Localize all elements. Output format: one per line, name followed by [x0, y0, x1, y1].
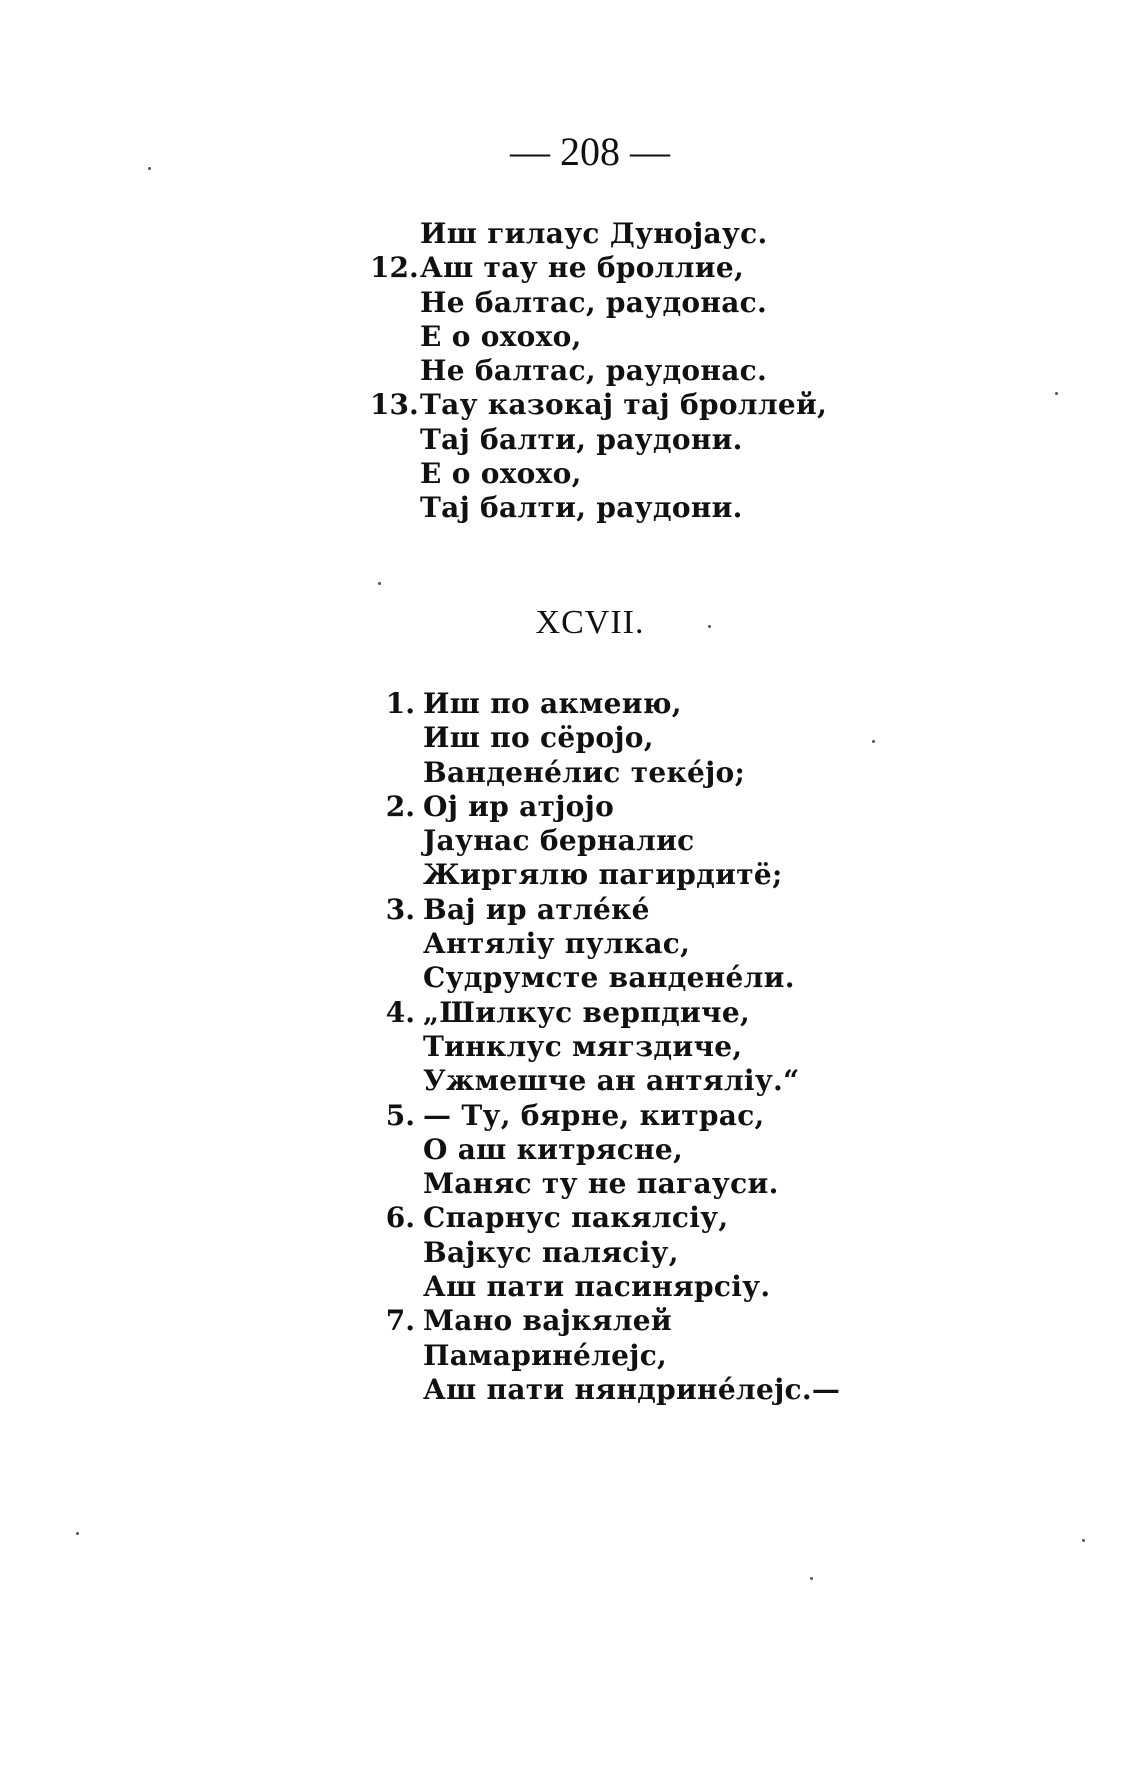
poem-line	[373, 961, 840, 995]
line-text: Иш по сёројо,	[423, 721, 654, 755]
line-text: Мано вајкялей	[423, 1304, 672, 1338]
poem-line	[370, 251, 827, 285]
stanza-number: 13.	[370, 388, 419, 422]
line-text: Иш по акмеию,	[423, 687, 682, 720]
poem-line	[370, 491, 827, 525]
line-text: Аш пати няндринéлејс.—	[423, 1372, 841, 1406]
stanza-number	[373, 927, 423, 961]
line-text: Тај балти, раудони.	[420, 491, 743, 525]
poem-line	[373, 687, 840, 721]
line-text: Ванденéлис текéјо;	[423, 755, 746, 789]
line-text: Спарнус пакялсiу,	[423, 1201, 729, 1235]
poem-line	[373, 756, 840, 790]
scan-speck	[378, 582, 381, 585]
line-text: Аш тау не броллие,	[420, 251, 745, 285]
stanza-number: 1.	[385, 687, 415, 720]
stanza-number: 5.	[385, 1098, 415, 1132]
line-text: Не балтас, раудонас.	[420, 354, 768, 388]
stanza-number: 2.	[385, 789, 415, 823]
continued-poem	[370, 217, 827, 526]
poem-line	[373, 790, 840, 824]
stanza-number	[373, 1030, 423, 1064]
line-text: „Шилкус верпдиче,	[423, 995, 750, 1029]
line-text: Жиргялю пагирдитё;	[423, 858, 783, 892]
line-text: Маняс ту не пагауси.	[423, 1167, 779, 1201]
line-text: Тау казокај тај броллей,	[420, 388, 828, 422]
scan-speck	[1082, 1539, 1085, 1542]
stanza-number	[373, 961, 423, 995]
stanza-number	[373, 756, 423, 790]
stanza-number	[370, 457, 420, 491]
line-text: Е о охохо,	[420, 319, 582, 353]
line-text: О аш китрясне,	[423, 1132, 684, 1166]
poem-line	[370, 286, 827, 320]
scan-speck	[148, 167, 151, 170]
scan-speck	[1055, 392, 1058, 395]
poem-line	[370, 217, 827, 251]
stanza-number: 6.	[385, 1201, 415, 1235]
poem-line	[370, 354, 827, 388]
poem-line	[373, 1133, 840, 1167]
stanza-number	[373, 1339, 423, 1373]
stanza-number	[373, 824, 423, 858]
stanza-number	[373, 1236, 423, 1270]
poem-line	[370, 320, 827, 354]
line-text: Антялiу пулкас,	[423, 927, 691, 961]
poem-line	[373, 1030, 840, 1064]
stanza-number	[373, 1373, 423, 1407]
line-text: Јаунас берналис	[423, 824, 695, 858]
poem-line	[373, 1201, 840, 1235]
stanza-number: 3.	[385, 892, 415, 926]
scan-speck	[810, 1577, 813, 1580]
poem-line	[373, 1339, 840, 1373]
line-text: Тај балти, раудони.	[420, 422, 743, 456]
line-text: Не балтас, раудонас.	[420, 285, 768, 319]
stanza-number	[373, 1133, 423, 1167]
line-text: Тинклус мягздиче,	[423, 1029, 743, 1063]
poem-line	[373, 996, 840, 1030]
poem-line	[373, 1064, 840, 1098]
stanza-number	[373, 1064, 423, 1098]
stanza-number	[370, 491, 420, 525]
section-heading: XCVII.	[535, 604, 645, 641]
poem-line	[373, 721, 840, 755]
line-text: Аш пати пасинярсiу.	[423, 1270, 771, 1304]
poem-line	[373, 1236, 840, 1270]
poem-line	[373, 927, 840, 961]
line-text: Вајкус палясiу,	[423, 1235, 679, 1269]
page-number: — 208 —	[510, 129, 670, 174]
poem-line	[370, 457, 827, 491]
line-text: Иш гилаус Дунојаус.	[420, 217, 768, 250]
stanza-number	[370, 320, 420, 354]
stanza-number	[370, 354, 420, 388]
poem-xcvii	[373, 687, 840, 1407]
scan-speck	[708, 625, 711, 628]
stanza-number	[373, 1167, 423, 1201]
stanza-number: 4.	[385, 995, 415, 1029]
poem-line	[370, 423, 827, 457]
poem-line	[373, 1304, 840, 1338]
poem-line	[373, 1167, 840, 1201]
poem-line	[370, 388, 827, 422]
poem-line	[373, 824, 840, 858]
stanza-number	[373, 721, 423, 755]
scan-speck	[872, 740, 875, 743]
stanza-number	[373, 858, 423, 892]
poem-line	[373, 1099, 840, 1133]
line-text: Ој ир атјојо	[423, 789, 615, 823]
stanza-number	[370, 286, 420, 320]
line-text: Вај ир атлéкé	[423, 892, 650, 926]
line-text: — Ту, бярне, китрас,	[423, 1098, 765, 1132]
scan-speck	[76, 1532, 79, 1535]
poem-line	[373, 1373, 840, 1407]
poem-line	[373, 893, 840, 927]
line-text: Судрумсте ванденéли.	[423, 961, 795, 995]
stanza-number	[370, 423, 420, 457]
poem-line	[373, 858, 840, 892]
stanza-number	[370, 217, 420, 251]
line-text: Памаринéлејс,	[423, 1338, 668, 1372]
poem-line	[373, 1270, 840, 1304]
stanza-number	[373, 1270, 423, 1304]
line-text: Е о охохо,	[420, 457, 582, 491]
stanza-number: 7.	[385, 1304, 415, 1338]
stanza-number: 12.	[370, 251, 419, 285]
line-text: Ужмешче ан антялiу.“	[423, 1064, 800, 1098]
